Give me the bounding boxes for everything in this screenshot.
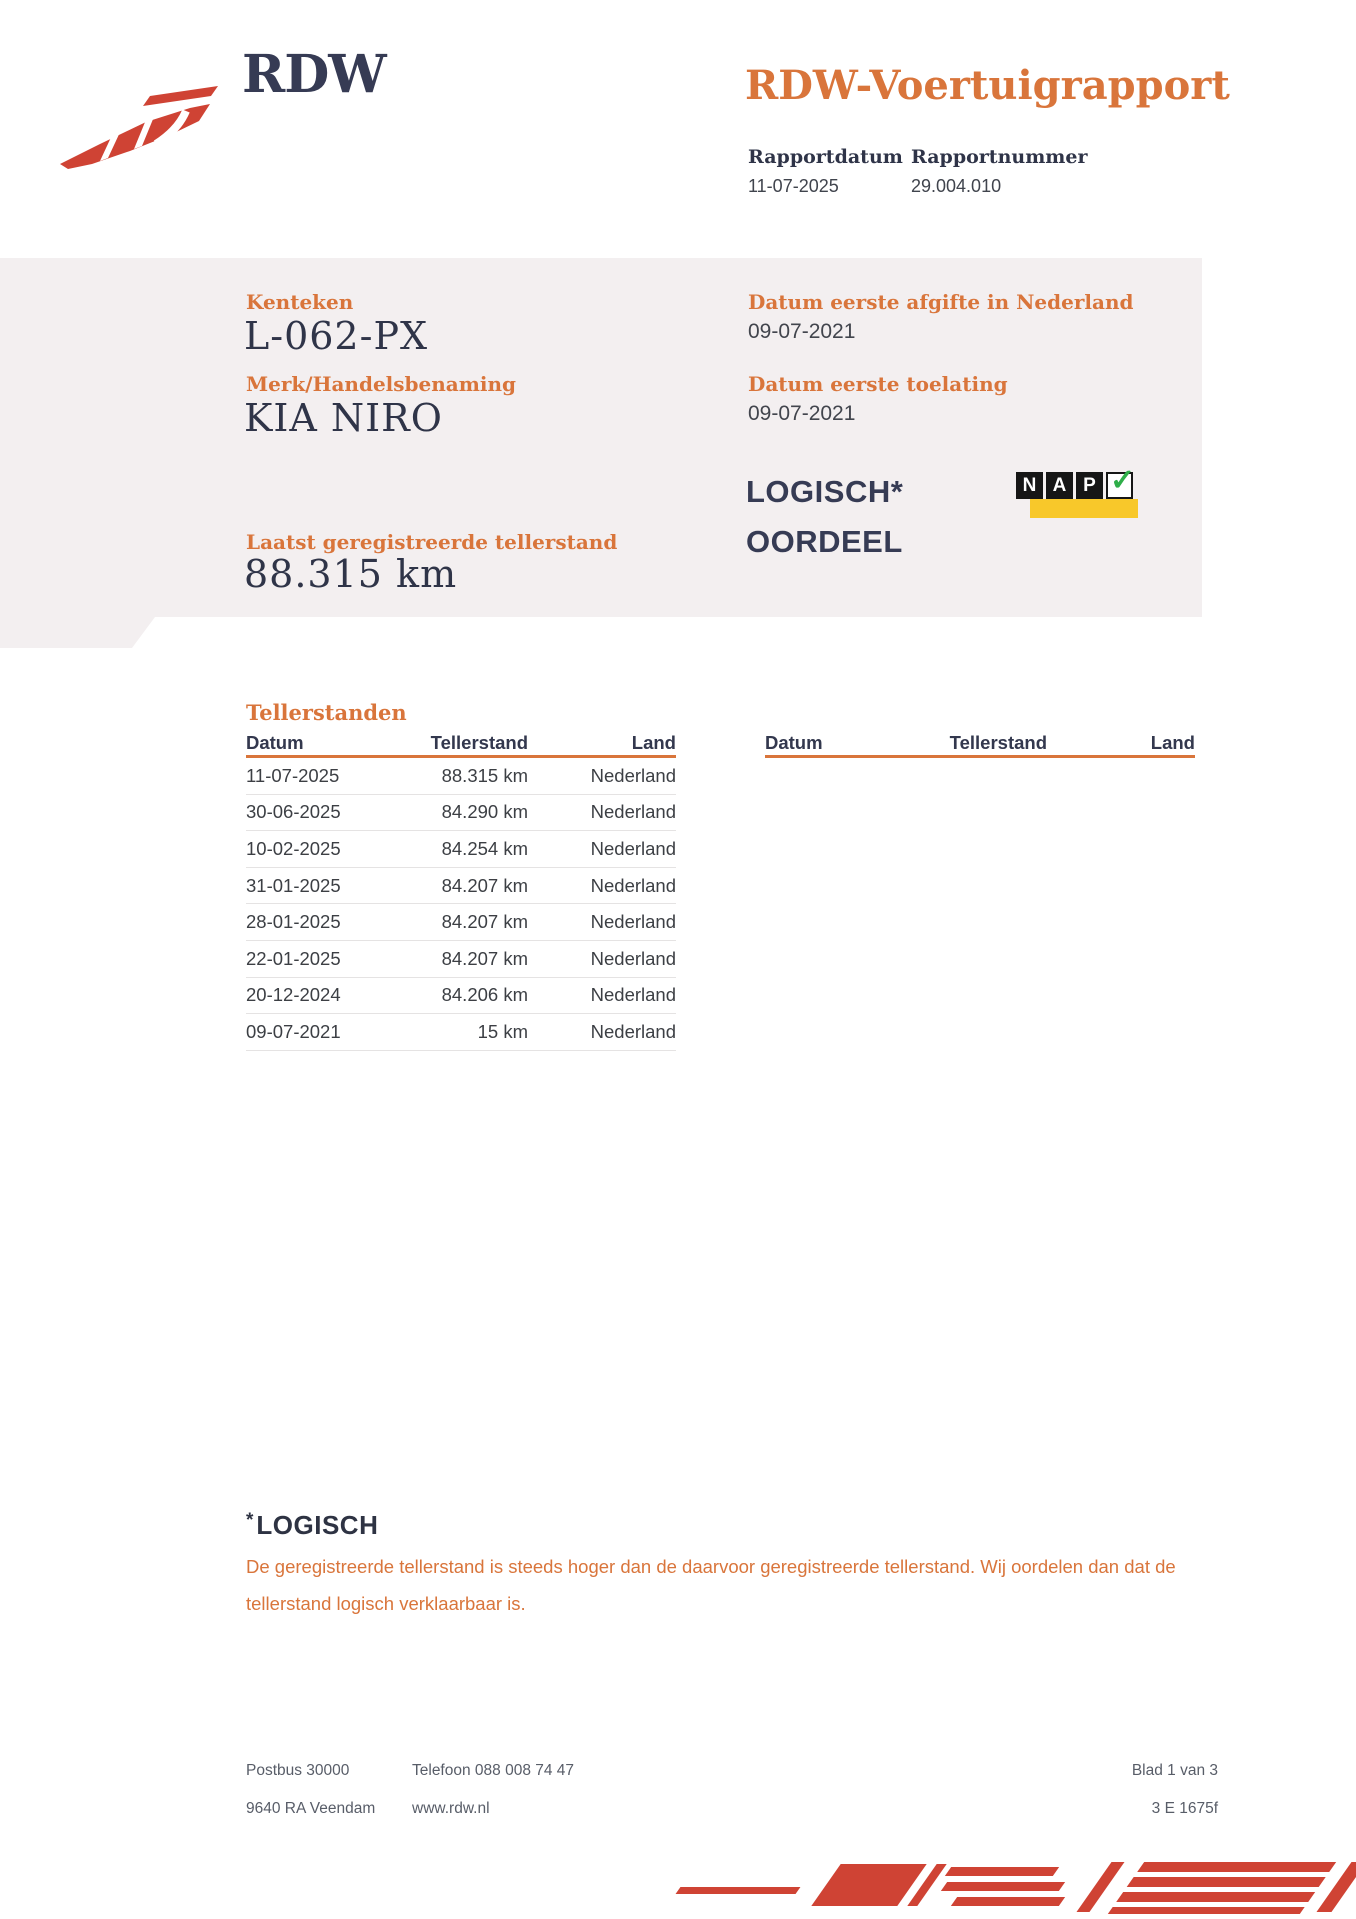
- footnote-asterisk: *: [246, 1510, 254, 1531]
- col-header-tellerstand: Tellerstand: [430, 732, 528, 753]
- col-header-datum: Datum: [246, 732, 304, 753]
- cell-tellerstand: 84.207 km: [441, 874, 528, 896]
- rdw-logo-icon: [58, 84, 222, 170]
- nap-letter-p: P: [1076, 472, 1103, 499]
- table-row: [246, 795, 676, 832]
- footer-page-number: Blad 1 van 3: [1131, 1762, 1218, 1779]
- cell-land: Nederland: [590, 801, 676, 823]
- nap-check-box: [1106, 464, 1136, 499]
- col-header-land: Land: [1150, 732, 1195, 753]
- report-title: RDW-Voertuigrapport: [745, 62, 1230, 109]
- footer-phone: Telefoon 088 008 74 47: [412, 1762, 575, 1779]
- table-header-row: [246, 732, 676, 758]
- tellerstanden-title: Tellerstanden: [246, 700, 407, 725]
- kenteken-label: Kenteken: [246, 290, 354, 314]
- col-header-land: Land: [631, 732, 676, 753]
- nap-logo: [1016, 464, 1146, 524]
- footer-website: www.rdw.nl: [412, 1800, 490, 1817]
- tellerstand-value: 88.315 km: [244, 552, 458, 596]
- table-row: [246, 904, 676, 941]
- nap-letter-a: A: [1046, 472, 1073, 499]
- cell-land: Nederland: [590, 911, 676, 933]
- table-row: [246, 978, 676, 1015]
- tellerstanden-table-right: [765, 732, 1195, 758]
- cell-land: Nederland: [590, 874, 676, 896]
- toelating-value: 09-07-2021: [748, 402, 856, 425]
- col-header-tellerstand: Tellerstand: [949, 732, 1047, 753]
- cell-datum: 11-07-2025: [246, 764, 340, 786]
- rdw-logo-text: RDW: [242, 44, 386, 105]
- nap-letter-n: N: [1016, 472, 1043, 499]
- merk-label: Merk/Handelsbenaming: [246, 372, 517, 396]
- cell-datum: 22-01-2025: [246, 947, 341, 969]
- cell-land: Nederland: [590, 764, 676, 786]
- afgifte-label: Datum eerste afgifte in Nederland: [748, 290, 1134, 314]
- cell-land: Nederland: [590, 1020, 676, 1042]
- cell-datum: 28-01-2025: [246, 911, 341, 933]
- table-row: [246, 1014, 676, 1051]
- afgifte-value: 09-07-2021: [748, 320, 856, 343]
- merk-value: KIA NIRO: [244, 396, 443, 440]
- cell-land: Nederland: [590, 984, 676, 1006]
- footnote-text: De geregistreerde tellerstand is steeds hoger dan de daarvoor geregistreerde tellerstand. Wij oordelen dan dat de tellerstand logisch verklaarbaar is.: [246, 1556, 1176, 1614]
- cell-land: Nederland: [590, 947, 676, 969]
- table-header-row: [765, 732, 1195, 758]
- kenteken-value: L-062-PX: [244, 314, 429, 358]
- summary-panel: [0, 258, 1202, 648]
- table-row: [246, 831, 676, 868]
- report-number-label: Rapportnummer: [911, 146, 1088, 168]
- report-date-label: Rapportdatum: [748, 146, 903, 168]
- footer-address-line2: 9640 RA Veendam: [246, 1800, 376, 1817]
- table-row: [246, 941, 676, 978]
- cell-datum: 10-02-2025: [246, 837, 341, 859]
- cell-datum: 09-07-2021: [246, 1020, 341, 1042]
- report-number-value: 29.004.010: [911, 176, 1002, 196]
- cell-datum: 31-01-2025: [246, 874, 341, 896]
- tellerstanden-table: [246, 732, 676, 1051]
- cell-tellerstand: 84.207 km: [441, 911, 528, 933]
- tellerstand-label: Laatst geregistreerde tellerstand: [246, 530, 618, 554]
- report-date-value: 11-07-2025: [748, 176, 839, 196]
- cell-land: Nederland: [590, 837, 676, 859]
- col-header-datum: Datum: [765, 732, 823, 753]
- cell-tellerstand: 84.254 km: [441, 837, 528, 859]
- cell-datum: 30-06-2025: [246, 801, 341, 823]
- table-row: [246, 758, 676, 795]
- nap-check-icon: ✓: [1110, 464, 1136, 497]
- footnote-title: LOGISCH: [256, 1510, 379, 1540]
- oordeel-value: LOGISCH*: [746, 474, 904, 509]
- cell-tellerstand: 88.315 km: [441, 764, 528, 786]
- footer-address-line1: Postbus 30000: [246, 1762, 350, 1779]
- cell-datum: 20-12-2024: [246, 984, 341, 1006]
- cell-tellerstand: 15 km: [477, 1020, 528, 1042]
- table-row: [246, 868, 676, 905]
- cell-tellerstand: 84.206 km: [441, 984, 528, 1006]
- cell-tellerstand: 84.207 km: [441, 947, 528, 969]
- footnote-heading: [246, 1510, 378, 1541]
- speed-stripes-graphic: [648, 1855, 1356, 1919]
- toelating-label: Datum eerste toelating: [748, 372, 1008, 396]
- cell-tellerstand: 84.290 km: [441, 801, 528, 823]
- nap-yellow-bar: [1030, 499, 1138, 518]
- footer-form-code: 3 E 1675f: [1151, 1800, 1218, 1817]
- oordeel-label: OORDEEL: [746, 524, 903, 559]
